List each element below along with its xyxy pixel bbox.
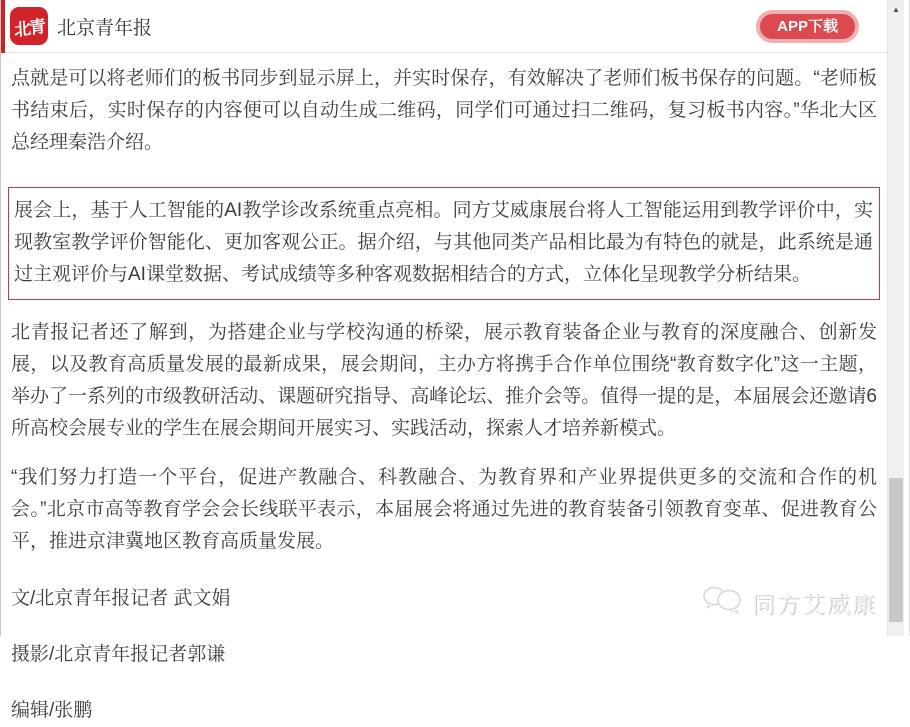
byline-editor: 编辑/张鹏 bbox=[11, 700, 93, 721]
highlighted-paragraph-box bbox=[8, 187, 880, 300]
byline-author: 文/北京青年报记者 武文娟 bbox=[11, 588, 231, 609]
header-accent-bar bbox=[1, 0, 5, 53]
article-body bbox=[2, 54, 886, 727]
scrollbar-thumb[interactable] bbox=[889, 478, 903, 622]
app-download-button[interactable]: APP下载 bbox=[756, 10, 859, 43]
watermark-brand-text: 同方艾威康 bbox=[752, 591, 877, 617]
logo-calligraphy-text: 北青 bbox=[13, 16, 45, 40]
vertical-scrollbar[interactable] bbox=[887, 0, 904, 636]
brand-name: 北京青年报 bbox=[57, 18, 153, 39]
paragraph-4: “我们努力打造一个平台，促进产教融合、科教融合、为教育界和产业界提供更多的交流和合作的机会。”北京市高等教育学会会长线联平表示，本届展会将通过先进的教育装备引领教育变革、促进教育公平，推进京津冀地区教育高质量发展。 bbox=[11, 467, 877, 552]
scroll-up-arrow-icon[interactable]: ▲ bbox=[892, 4, 900, 14]
paragraph-3: 北青报记者还了解到，为搭建企业与学校沟通的桥梁，展示教育装备企业与教育的深度融合、创新发展，以及教育高质量发展的最新成果，展会期间，主办方将携手合作单位围绕“教育数字化”这一主题，举办了一系列的市级教研活动、课题研究指导、高峰论坛、推介会等。值得一提的是，本届展会还邀请6所高校会展专业的学生在展会期间开展实习、实践活动，探索人才培养新模式。 bbox=[11, 322, 877, 439]
byline-photographer: 摄影/北京青年报记者郭谦 bbox=[11, 644, 226, 665]
paragraph-1: 点就是可以将老师们的板书同步到显示屏上，并实时保存，有效解决了老师们板书保存的问题。“老师板书结束后，实时保存的内容便可以自动生成二维码，同学们可通过扫二维码，复习板书内容。”华北大区总经理秦浩介绍。 bbox=[11, 68, 877, 153]
beijing-youth-daily-logo[interactable] bbox=[10, 7, 48, 45]
site-header bbox=[1, 0, 887, 53]
paragraph-2-highlighted: 展会上，基于人工智能的AI教学诊改系统重点亮相。同方艾威康展台将人工智能运用到教学评价中，实现教室教学评价智能化、更加客观公正。据介绍，与其他同类产品相比最为有特色的就是，此系统是通过主观评价与AI课堂数据、考试成绩等多种客观数据相结合的方式，立体化呈现教学分析结果。 bbox=[14, 200, 873, 285]
